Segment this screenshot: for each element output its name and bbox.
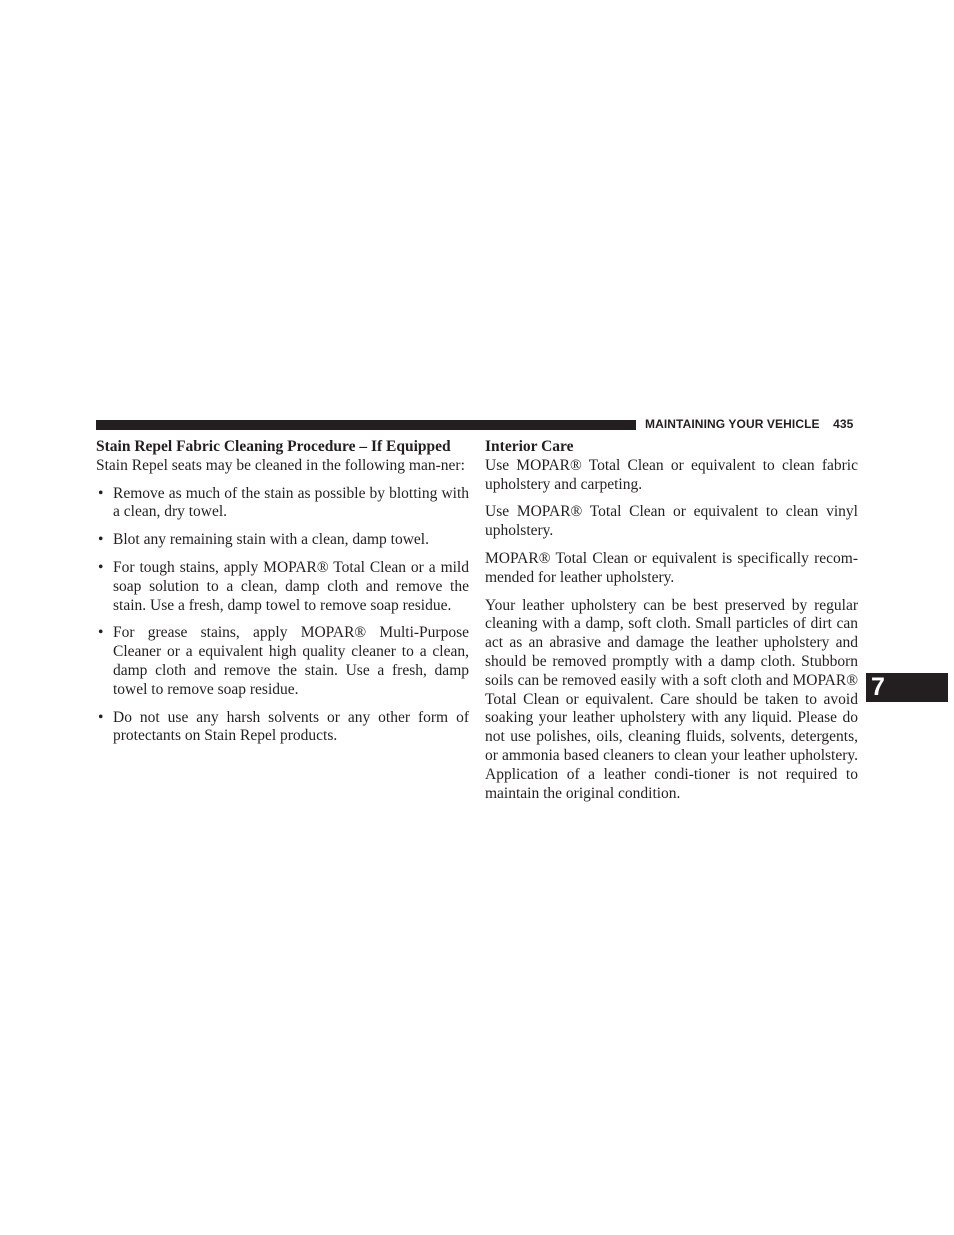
section-heading-stain-repel: Stain Repel Fabric Cleaning Procedure – If Equipped: [96, 438, 451, 455]
bullet-icon: •: [98, 484, 104, 502]
bullet-icon: •: [98, 624, 104, 642]
paragraph-fabric: Use MOPAR® Total Clean or equivalent to clean fabric upholstery and carpeting.: [485, 456, 858, 493]
section-title: MAINTAINING YOUR VEHICLE: [645, 417, 820, 431]
bullet-icon: •: [98, 708, 104, 726]
chapter-tab: 7: [866, 673, 948, 702]
running-header: [645, 417, 853, 433]
bullet-icon: •: [98, 531, 104, 549]
list-item: • Remove as much of the stain as possible by blotting with a clean, dry towel.: [98, 484, 469, 521]
left-column: [96, 438, 469, 755]
list-item: • For tough stains, apply MOPAR® Total Clean or a mild soap solution to a clean, damp cloth and remove the stain. Use a fresh, damp towel to remove soap residue.: [98, 558, 469, 614]
list-item: • Blot any remaining stain with a clean, damp towel.: [98, 531, 429, 549]
section-heading-interior-care: Interior Care: [485, 438, 574, 455]
list-item: • For grease stains, apply MOPAR® Multi-Purpose Cleaner or a equivalent high quality cleaner to a clean, damp cloth and remove the stain. Use a fresh, damp towel to remove soap residue.: [98, 624, 469, 698]
paragraph-vinyl: Use MOPAR® Total Clean or equivalent to clean vinyl upholstery.: [485, 503, 858, 540]
right-column: [485, 438, 858, 812]
paragraph-leather-care: Your leather upholstery can be best preserved by regular cleaning with a damp, soft cloth. Small particles of dirt can act as an abrasive and damage the leather upholstery and should be removed promptly with a damp cloth. Stubborn soils can be removed easily with a soft cloth and MOPAR® Total Clean or equivalent. Care should be taken to avoid soaking your leather upholstery with any liquid. Please do not use polishes, oils, cleaning fluids, solvents, detergents, or ammonia based cleaners to clean your leather upholstery. Application of a leather condi-tioner is not required to maintain the original condition.: [485, 596, 858, 802]
cleaning-steps-list: [96, 485, 469, 747]
paragraph-leather-recommend: MOPAR® Total Clean or equivalent is specifically recom-mended for leather upholstery.: [485, 549, 858, 586]
bullet-icon: •: [98, 558, 104, 576]
page-number: 435: [833, 417, 854, 431]
header-rule: [96, 420, 636, 430]
list-item: • Do not use any harsh solvents or any other form of protectants on Stain Repel products.: [98, 708, 469, 745]
intro-paragraph: Stain Repel seats may be cleaned in the following man-ner:: [96, 456, 465, 474]
